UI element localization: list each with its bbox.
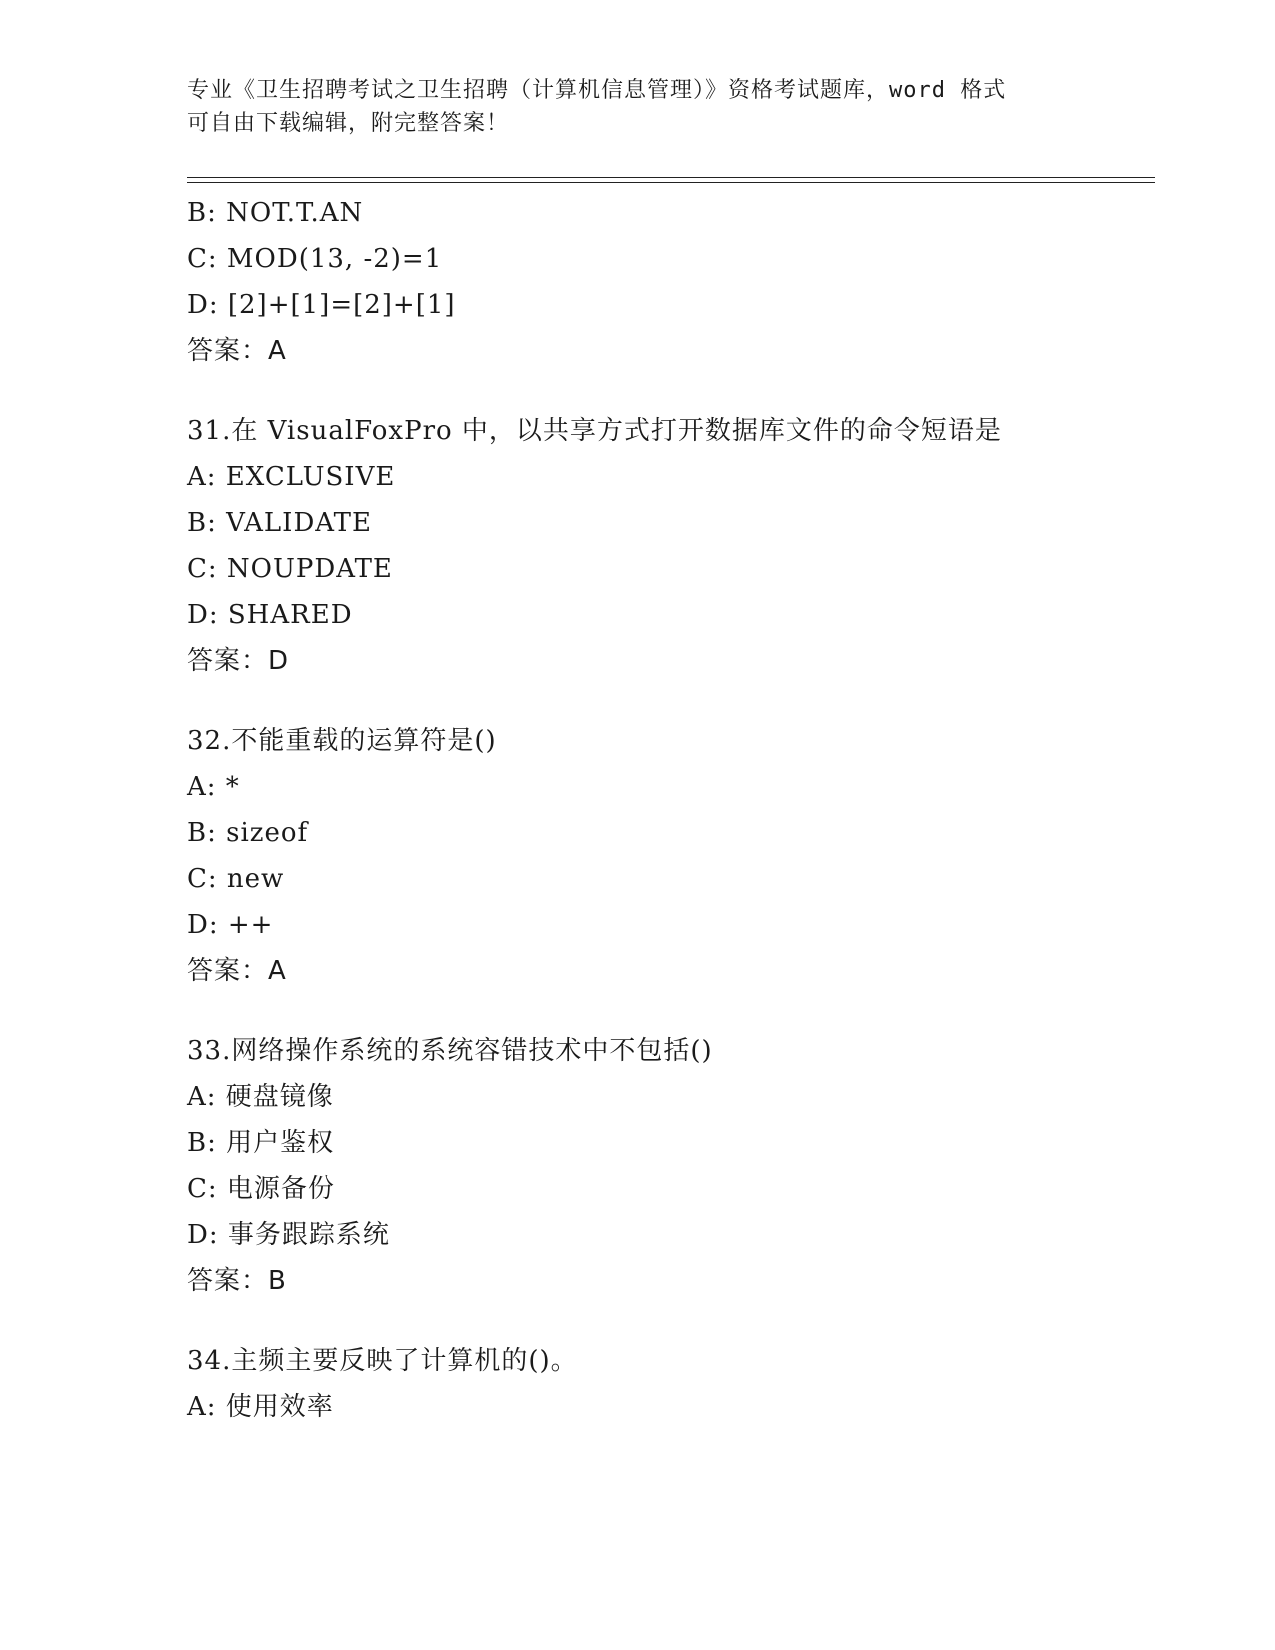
option-b: B: sizeof: [187, 818, 309, 848]
option-d: D: [2]+[1]=[2]+[1]: [187, 290, 456, 320]
option-a: A: 硬盘镜像: [187, 1082, 334, 1112]
option-b: B: 用户鉴权: [187, 1128, 335, 1158]
answer-line: 答案：B: [187, 1266, 287, 1296]
header-line-1: 专业《卫生招聘考试之卫生招聘（计算机信息管理）》资格考试题库，word 格式: [187, 78, 1007, 103]
option-b: B: VALIDATE: [187, 508, 372, 538]
document-header: [187, 74, 1067, 140]
question-title: 33.网络操作系统的系统容错技术中不包括(): [187, 1036, 713, 1066]
header-divider-top: [187, 177, 1155, 178]
option-c: C: 电源备份: [187, 1174, 335, 1204]
question-title: 34.主频主要反映了计算机的()。: [187, 1346, 578, 1376]
header-line-2: 可自由下载编辑，附完整答案！: [187, 111, 510, 136]
option-c: C: new: [187, 864, 285, 894]
option-d: D: ++: [187, 910, 274, 940]
question-31: [187, 408, 1147, 684]
option-c: C: MOD(13, -2)=1: [187, 244, 443, 274]
option-d: D: SHARED: [187, 600, 353, 630]
question-34: [187, 1338, 1147, 1430]
document-body: [187, 190, 1147, 1430]
question-title: 32.不能重载的运算符是(): [187, 726, 497, 756]
question-33: [187, 1028, 1147, 1304]
answer-line: 答案：A: [187, 336, 287, 366]
option-a: A: *: [187, 772, 240, 802]
question-32: [187, 718, 1147, 994]
answer-line: 答案：D: [187, 646, 290, 676]
option-a: A: 使用效率: [187, 1392, 334, 1422]
option-a: A: EXCLUSIVE: [187, 462, 396, 492]
question-title: 31.在 VisualFoxPro 中，以共享方式打开数据库文件的命令短语是: [187, 416, 1002, 446]
header-divider-bottom: [187, 182, 1155, 183]
option-c: C: NOUPDATE: [187, 554, 393, 584]
option-b: B: NOT.T.AN: [187, 198, 364, 228]
option-d: D: 事务跟踪系统: [187, 1220, 390, 1250]
question-partial: [187, 190, 1147, 374]
answer-line: 答案：A: [187, 956, 287, 986]
